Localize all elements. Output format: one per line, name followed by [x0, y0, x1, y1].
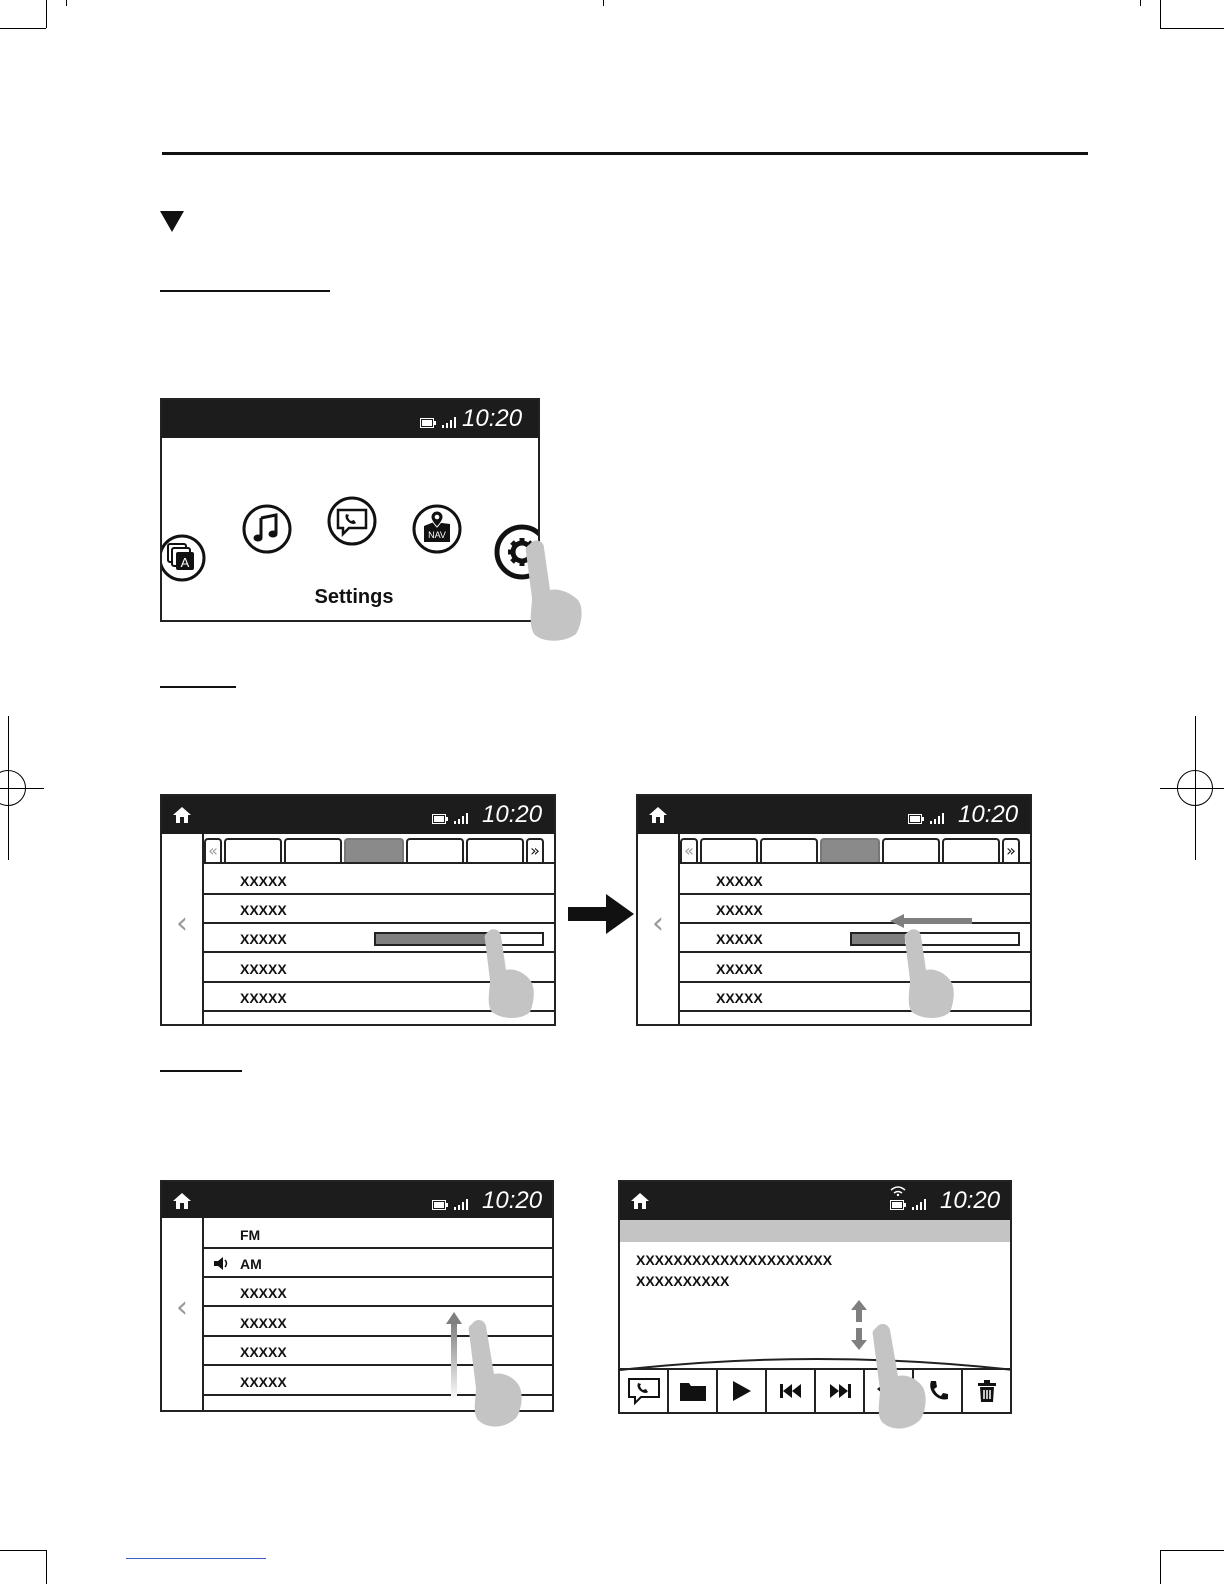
crop-mark [1160, 1550, 1161, 1584]
slide-left-arrow-icon [890, 914, 972, 928]
list-item[interactable]: XXXXX [204, 954, 556, 983]
speaker-icon [214, 1257, 230, 1270]
tab-strip [680, 838, 1032, 864]
finger-slide-icon [482, 928, 538, 1020]
list-item[interactable]: AM [204, 1249, 554, 1278]
back-column[interactable] [162, 1218, 204, 1412]
home-icon[interactable] [172, 806, 192, 824]
finger-slide-icon [902, 928, 958, 1020]
finger-tap-icon [522, 538, 586, 644]
crop-mark [1140, 0, 1141, 6]
message-screen [618, 1180, 1012, 1414]
list-item[interactable]: XXXXX [204, 866, 556, 895]
clock: 10:20 [482, 1187, 543, 1214]
home-icon[interactable] [648, 806, 668, 824]
footer-link-line [126, 1558, 266, 1559]
slider-fill [852, 934, 905, 944]
navigation-icon[interactable] [412, 504, 462, 554]
tab-active[interactable] [820, 838, 880, 862]
back-column[interactable] [162, 834, 204, 1026]
crop-mark [603, 0, 604, 6]
tab-scroll-left-icon[interactable]: « [204, 838, 222, 862]
folder-icon[interactable] [669, 1370, 718, 1412]
clock: 10:20 [958, 801, 1019, 828]
next-track-icon[interactable] [816, 1370, 865, 1412]
registration-circle [0, 770, 26, 806]
tab-strip [204, 838, 556, 864]
tab[interactable] [406, 838, 464, 862]
home-screen [160, 398, 540, 622]
status-bar [638, 796, 1030, 834]
finger-drag-icon [870, 1322, 936, 1432]
heading-underline [160, 686, 236, 688]
list-item[interactable]: XXXXX [680, 983, 1032, 1012]
section-marker-icon [160, 211, 184, 232]
status-bar [162, 1182, 552, 1218]
play-icon[interactable] [718, 1370, 767, 1412]
clock: 10:20 [482, 801, 543, 828]
back-chevron-icon[interactable]: ‹ [176, 1290, 188, 1325]
registration-circle [1177, 770, 1213, 806]
list-item[interactable]: XXXXX [680, 866, 1032, 895]
crop-mark [1160, 28, 1224, 29]
battery-icon [908, 814, 924, 824]
delete-icon[interactable] [963, 1370, 1010, 1412]
list-item[interactable]: XXXXX [204, 983, 556, 1012]
crop-mark [0, 1550, 46, 1551]
list-item[interactable]: XXXXX [680, 954, 1032, 983]
signal-icon [930, 813, 946, 824]
list-item[interactable]: XXXXX [204, 1337, 554, 1366]
back-chevron-icon[interactable]: ‹ [176, 906, 188, 941]
list-item[interactable]: XXXXX [204, 1278, 554, 1307]
crop-mark [46, 0, 47, 28]
message-text-line: XXXXXXXXXXXXXXXXXXXXX [636, 1252, 833, 1268]
apps-icon[interactable] [160, 534, 208, 586]
status-bar [162, 400, 538, 438]
crop-mark [46, 1550, 47, 1584]
home-icon[interactable] [630, 1192, 650, 1210]
transition-arrow-icon [568, 894, 634, 934]
tab[interactable] [700, 838, 758, 862]
crop-mark [1160, 0, 1161, 28]
back-chevron-icon[interactable]: ‹ [652, 906, 664, 941]
crop-mark [0, 28, 46, 29]
crop-mark [66, 0, 67, 6]
tab-scroll-right-icon[interactable]: » [1002, 838, 1020, 862]
battery-icon [432, 1200, 448, 1210]
list-item[interactable]: XXXXX [680, 924, 1032, 953]
signal-icon [442, 417, 458, 428]
message-icon[interactable] [620, 1370, 669, 1412]
svg-text:NAV: NAV [428, 530, 446, 540]
tab[interactable] [284, 838, 342, 862]
message-text-line: XXXXXXXXXX [636, 1273, 730, 1289]
svg-text:A: A [180, 555, 190, 570]
section-rule [162, 152, 1088, 155]
slider-fill [376, 934, 486, 944]
status-bar [162, 796, 554, 834]
tab-scroll-left-icon[interactable]: « [680, 838, 698, 862]
list-item[interactable]: XXXXX [680, 895, 1032, 924]
list-item[interactable]: XXXXX [204, 1367, 554, 1396]
tab[interactable] [466, 838, 524, 862]
list-item[interactable]: XXXXX [204, 895, 556, 924]
wifi-icon [890, 1186, 906, 1196]
message-header-bar [620, 1220, 1010, 1242]
clock: 10:20 [462, 405, 523, 432]
status-bar [620, 1182, 1010, 1220]
message-button-bar [620, 1368, 1010, 1412]
scroll-up-arrow-icon [446, 1312, 462, 1402]
tab-scroll-right-icon[interactable]: » [526, 838, 544, 862]
tab-active[interactable] [344, 838, 404, 862]
list-item[interactable]: XXXXX [204, 1308, 554, 1337]
tab[interactable] [224, 838, 282, 862]
previous-track-icon[interactable] [767, 1370, 816, 1412]
home-icon[interactable] [172, 1192, 192, 1210]
heading-underline [160, 1070, 242, 1072]
list-item[interactable]: XXXXX [204, 924, 556, 953]
signal-icon [912, 1199, 928, 1210]
signal-icon [454, 813, 470, 824]
back-column[interactable] [638, 834, 680, 1026]
battery-icon [432, 814, 448, 824]
crop-mark [1160, 1550, 1224, 1551]
scroll-updown-arrow-icon [850, 1300, 868, 1350]
finger-flick-icon [466, 1318, 528, 1430]
communication-icon[interactable] [327, 496, 377, 546]
tab[interactable] [882, 838, 940, 862]
selected-app-caption: Settings [314, 586, 394, 608]
clock: 10:20 [940, 1187, 1001, 1214]
battery-icon [890, 1200, 906, 1210]
tab[interactable] [760, 838, 818, 862]
heading-underline [160, 290, 330, 292]
signal-icon [454, 1199, 470, 1210]
tab[interactable] [942, 838, 1000, 862]
list-item[interactable]: FM [204, 1220, 554, 1249]
music-icon[interactable] [242, 504, 292, 554]
battery-icon [420, 418, 436, 428]
slide-screen-after [636, 794, 1032, 1026]
